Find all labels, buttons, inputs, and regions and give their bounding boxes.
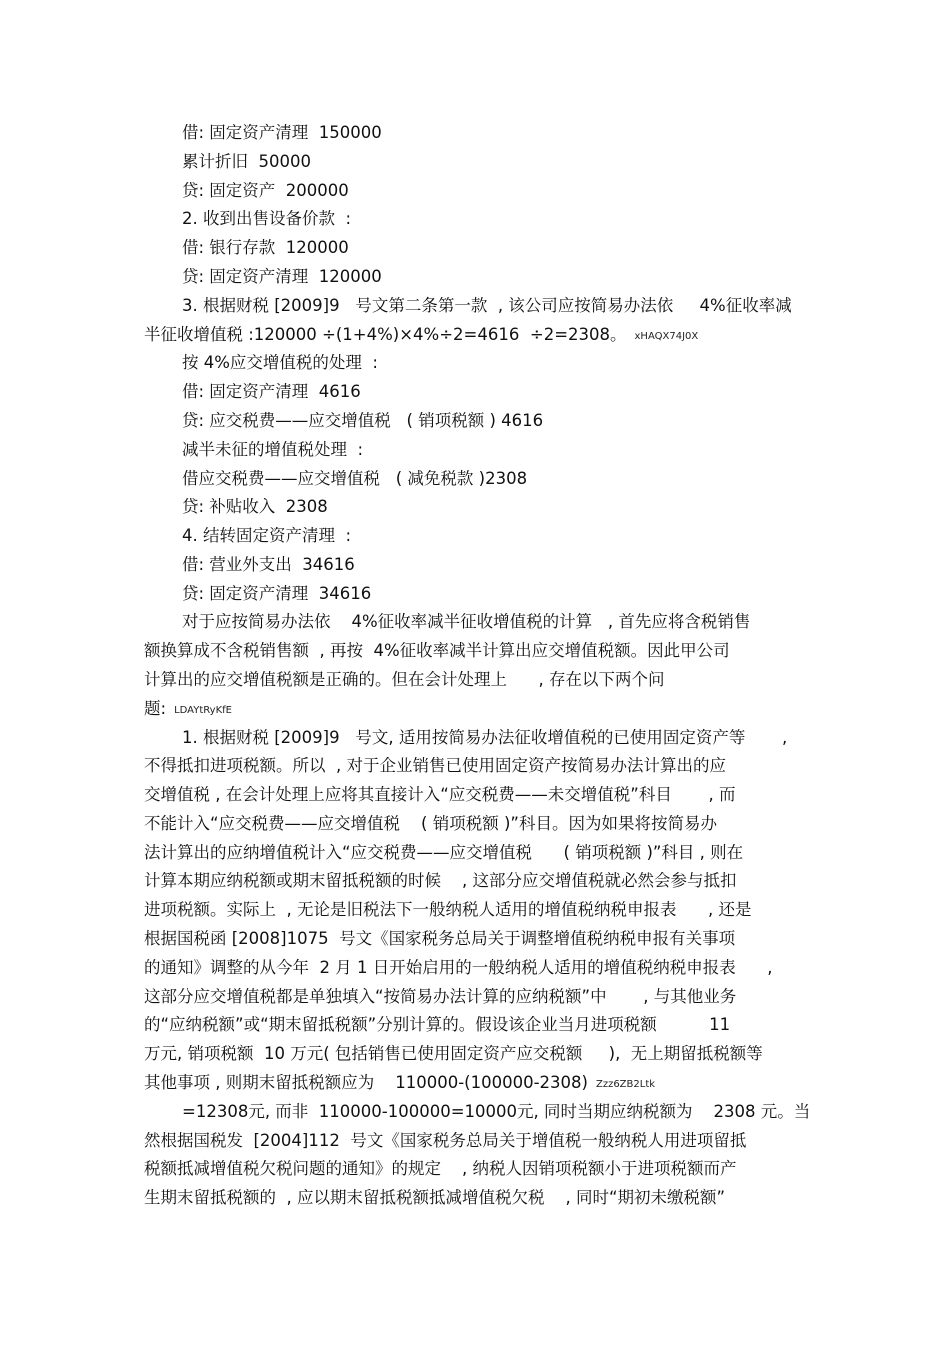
text-line: 借: 固定资产清理 150000	[182, 123, 382, 142]
inline-code: LDAYtRyKfE	[174, 705, 232, 716]
text-line: 借应交税费——应交增值税 ( 减免税款 )2308	[182, 469, 528, 488]
text-line: 然根据国税发 [2004]112 号文《国家税务总局关于增值税一般纳税人用进项留抵	[144, 1131, 747, 1150]
text-line: 额换算成不含税销售额 , 再按 4%征收率减半计算出应交增值税额。因此甲公司	[144, 641, 730, 660]
text-line: 按 4%应交增值税的处理 :	[182, 353, 378, 372]
inline-code: Zzz6ZB2Ltk	[595, 1079, 656, 1090]
text-line: 这部分应交增值税都是单独填入“按简易办法计算的应纳税额”中 , 与其他业务	[144, 987, 737, 1006]
text-line: 2. 收到出售设备价款 :	[182, 209, 352, 228]
inline-code: xHAQX74J0X	[634, 331, 699, 342]
text-line: 贷: 补贴收入 2308	[182, 497, 328, 516]
text-line: 半征收增值税 :120000 ÷(1+4%)×4%÷2=4616 ÷2=2308。	[144, 325, 627, 344]
text-line: 交增值税 , 在会计处理上应将其直接计入“应交税费——未交增值税”科目 , 而	[144, 785, 736, 804]
text-line: 对于应按简易办法依 4%征收率减半征收增值税的计算 , 首先应将含税销售	[182, 612, 751, 631]
text-line: 不能计入“应交税费——应交增值税 ( 销项税额 )”科目。因为如果将按简易办	[144, 814, 717, 833]
text-line: 生期末留抵税额的 , 应以期末留抵税额抵减增值税欠税 , 同时“期初未缴税额”	[144, 1188, 726, 1207]
text-line: 1. 根据财税 [2009]9 号文, 适用按简易办法征收增值税的已使用固定资产等 ,	[182, 728, 788, 747]
text-line: 进项税额。实际上 , 无论是旧税法下一般纳税人适用的增值税纳税申报表 , 还是	[144, 900, 752, 919]
text-line: 借: 银行存款 120000	[182, 238, 349, 257]
text-line: =12308元, 而非 110000-100000=10000元, 同时当期应纳税额为 2308 元。当	[182, 1102, 811, 1121]
text-line-with-code	[144, 698, 232, 720]
text-line: 税额抵减增值税欠税问题的通知》的规定 , 纳税人因销项税额小于进项税额而产	[144, 1159, 737, 1178]
text-line: 计算本期应纳税额或期末留抵税额的时候 , 这部分应交增值税就必然会参与抵扣	[144, 871, 737, 890]
text-line: 计算出的应交增值税额是正确的。但在会计处理上 , 存在以下两个问	[144, 670, 665, 689]
text-line: 借: 固定资产清理 4616	[182, 382, 361, 401]
text-line: 借: 营业外支出 34616	[182, 555, 355, 574]
text-line: 的通知》调整的从今年 2 月 1 日开始启用的一般纳税人适用的增值税纳税申报表 ,	[144, 958, 773, 977]
text-line: 贷: 固定资产 200000	[182, 181, 349, 200]
text-line: 贷: 固定资产清理 34616	[182, 584, 372, 603]
text-line: 万元, 销项税额 10 万元( 包括销售已使用固定资产应交税额 ), 无上期留抵税额等	[144, 1044, 763, 1063]
text-line: 贷: 固定资产清理 120000	[182, 267, 382, 286]
text-line: 贷: 应交税费——应交增值税 ( 销项税额 ) 4616	[182, 411, 544, 430]
text-line-with-code	[144, 324, 698, 346]
text-line: 的“应纳税额”或“期末留抵税额”分别计算的。假设该企业当月进项税额 11	[144, 1015, 731, 1034]
text-line-with-code	[144, 1072, 655, 1094]
text-line: 题:	[144, 699, 167, 718]
text-line: 不得抵扣进项税额。所以 , 对于企业销售已使用固定资产按简易办法计算出的应	[144, 756, 726, 775]
text-line: 3. 根据财税 [2009]9 号文第二条第一款 , 该公司应按简易办法依 4%征收率减	[182, 296, 792, 315]
text-line: 累计折旧 50000	[182, 152, 311, 171]
text-line: 法计算出的应纳增值税计入“应交税费——应交增值税 ( 销项税额 )”科目 , 则在	[144, 843, 744, 862]
text-line: 其他事项 , 则期末留抵税额应为 110000-(100000-2308)	[144, 1073, 588, 1092]
text-line: 减半未征的增值税处理 :	[182, 440, 364, 459]
text-line: 4. 结转固定资产清理 :	[182, 526, 352, 545]
text-line: 根据国税函 [2008]1075 号文《国家税务总局关于调整增值税纳税申报有关事项	[144, 929, 736, 948]
